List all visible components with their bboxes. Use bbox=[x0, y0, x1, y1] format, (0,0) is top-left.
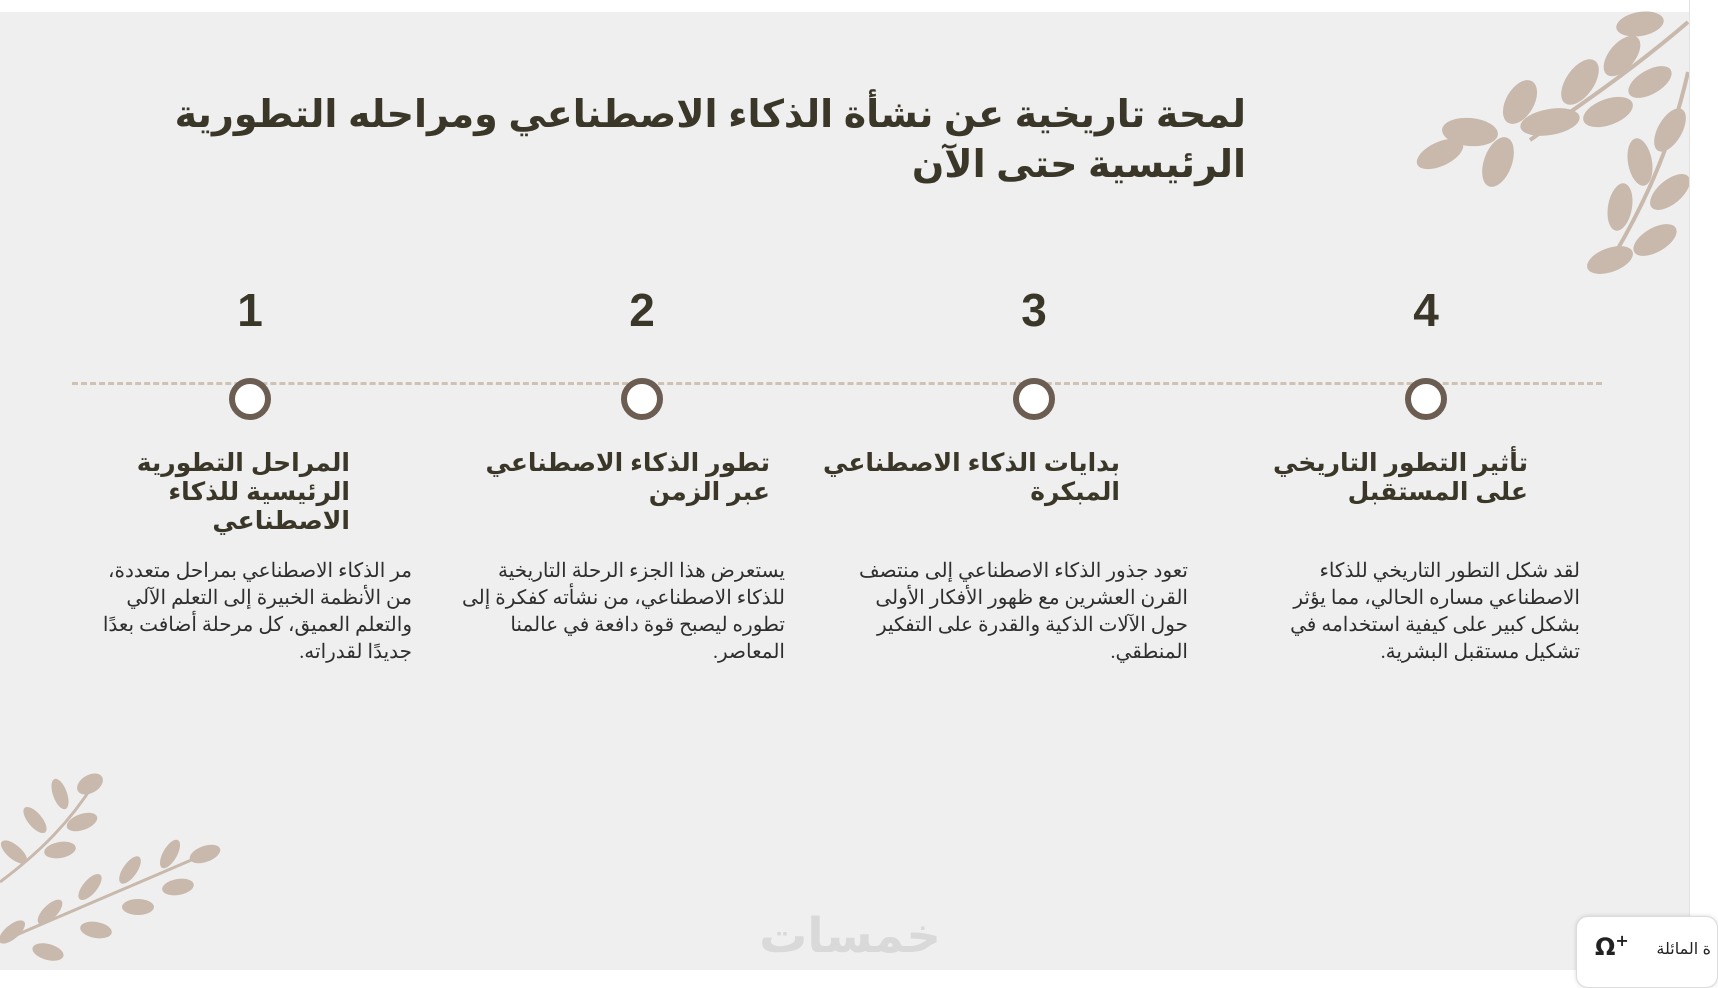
step-number: 1 bbox=[237, 284, 263, 336]
step-title: بدايات الذكاء الاصطناعي المبكرة bbox=[823, 449, 1120, 506]
step-description: تعود جذور الذكاء الاصطناعي إلى منتصف القرن العشرين مع ظهور الأفكار الأولى حول الآلات الذكية والقدرة على التفكير المنطقي. bbox=[858, 560, 1188, 663]
step-marker bbox=[1405, 378, 1447, 420]
step-description: يستعرض هذا الجزء الرحلة التاريخية للذكاء الاصطناعي، من نشأته كفكرة إلى تطوره ليصبح قوة دافعة في عالمنا المعاصر. bbox=[461, 560, 785, 663]
step-number: 2 bbox=[629, 284, 655, 336]
special-characters-button[interactable] bbox=[1576, 916, 1718, 988]
timeline-line bbox=[72, 382, 1602, 385]
leaf-branch-top-right-icon bbox=[1370, 12, 1690, 282]
step-description: مر الذكاء الاصطناعي بمراحل متعددة، من الأنظمة الخبيرة إلى التعلم الآلي والتعلم العميق، كل مرحلة أضافت بعدًا جديدًا لقدراته. bbox=[102, 560, 412, 663]
step-marker bbox=[1013, 378, 1055, 420]
step-marker bbox=[621, 378, 663, 420]
leaf-branch-bottom-left-icon bbox=[0, 762, 240, 972]
special-characters-label: ة المائلة bbox=[1656, 941, 1711, 958]
slide bbox=[0, 12, 1690, 970]
step-title: المراحل التطورية الرئيسية للذكاء الاصطناعي bbox=[136, 449, 350, 535]
scrollbar[interactable] bbox=[1689, 0, 1700, 970]
step-number: 4 bbox=[1413, 284, 1439, 336]
omega-plus-icon: Ω+ bbox=[1595, 931, 1629, 961]
watermark-logo: خمسات bbox=[759, 908, 941, 964]
slide-title: لمحة تاريخية عن نشأة الذكاء الاصطناعي ومراحله التطورية الرئيسية حتى الآن bbox=[174, 94, 1246, 186]
step-marker bbox=[229, 378, 271, 420]
step-title: تطور الذكاء الاصطناعي عبر الزمن bbox=[485, 449, 770, 506]
step-description: لقد شكل التطور التاريخي للذكاء الاصطناعي مساره الحالي، مما يؤثر بشكل كبير على كيفية استخدامه في تشكيل مستقبل البشرية. bbox=[1290, 560, 1580, 663]
step-number: 3 bbox=[1021, 284, 1047, 336]
step-title: تأثير التطور التاريخي على المستقبل bbox=[1272, 449, 1528, 506]
